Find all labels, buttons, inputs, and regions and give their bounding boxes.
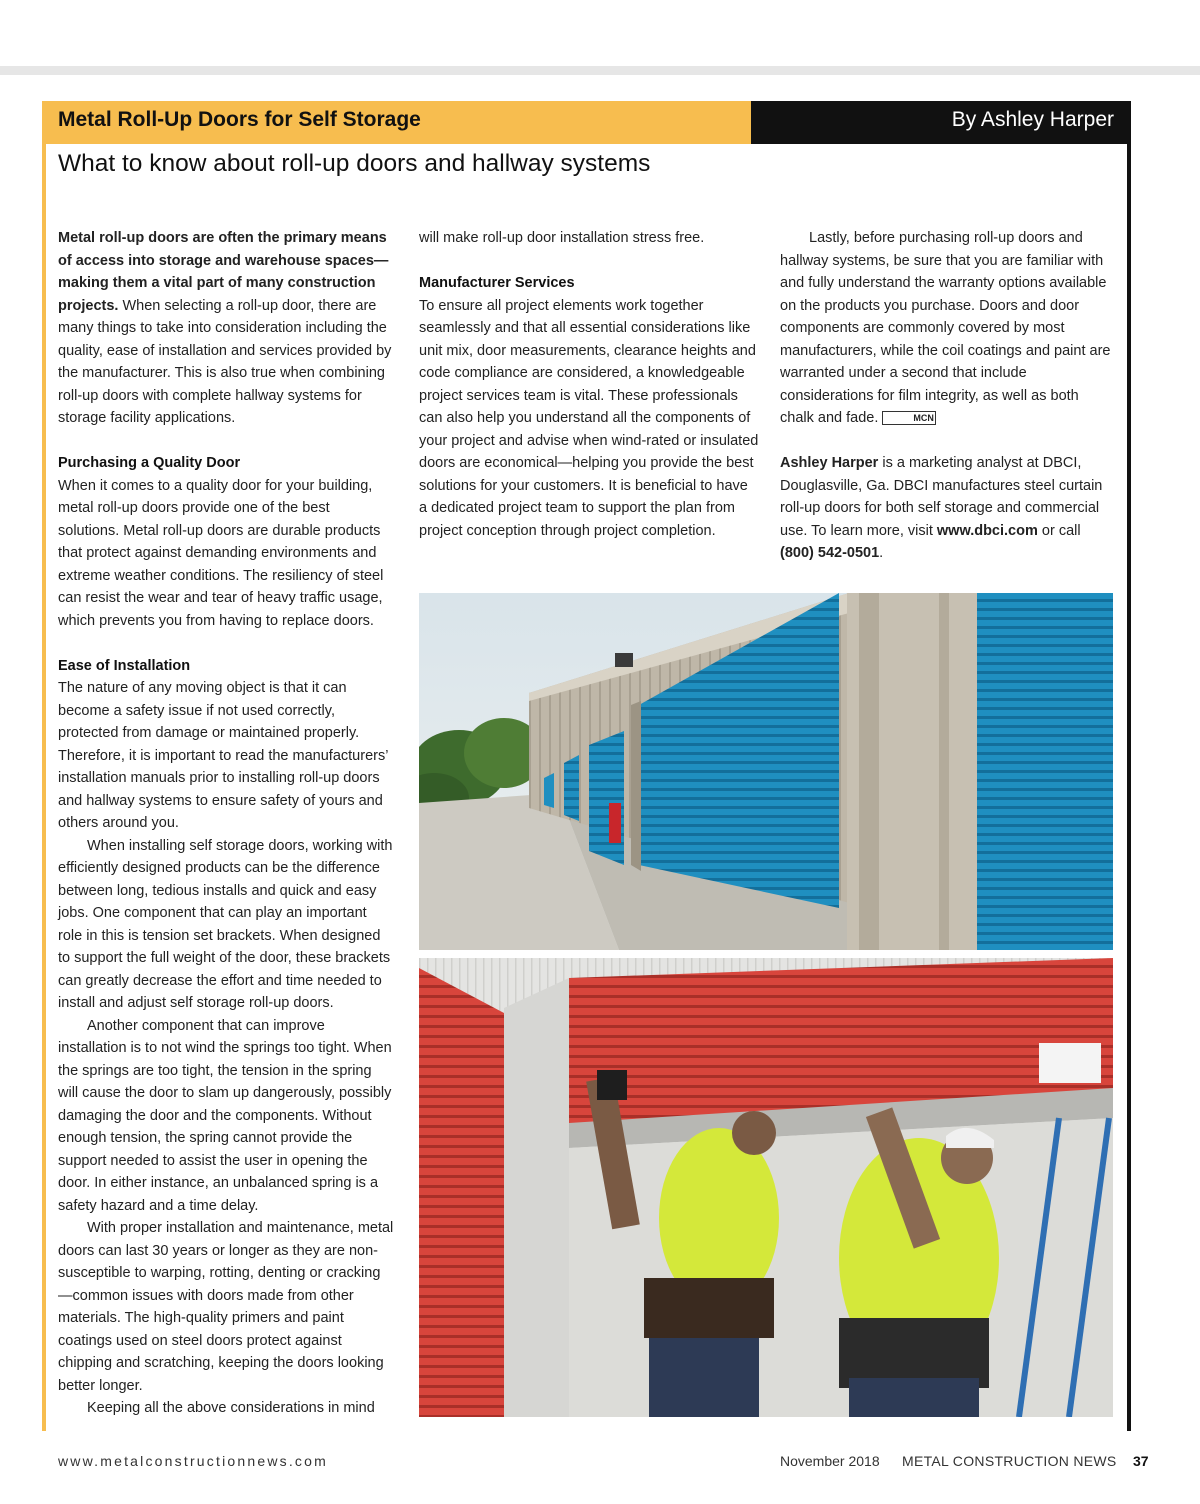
bio-phone: (800) 542-0501 — [780, 545, 880, 561]
warranty-text: Lastly, before purchasing roll-up doors and hallway systems, be sure that you are familiar with and fully understand the warranty options available on the products you purchase. Doors and door components are commonly covered by most manufacturers, while the coil coatings and paint are warranted under a second that include considerations for film integrity, as well as both chalk and fade. — [780, 230, 1111, 426]
column-2 — [419, 227, 759, 542]
top-rule — [0, 66, 1200, 75]
lead-bold: Metal roll-up doors are often the primary means of access into storage and warehouse spaces—making them a vital part of many construction projects. — [58, 230, 389, 314]
bio-url: www.dbci.com — [936, 522, 1038, 539]
bio-text: is a marketing analyst at DBCI, Douglasville, Ga. DBCI manufactures steel curtain roll-up doors for both self storage and commercial use. To learn more, visit — [780, 455, 1103, 539]
paragraph-installation-4: With proper installation and maintenance, metal doors can last 30 years or longer as they are non-susceptible to warping, rotting, denting or cracking—common issues with doors made from other materials. The high-quality primers and paint coatings used on steel doors protect against chipping and scratching, keeping the doors looking better longer. — [58, 1220, 394, 1394]
lead-rest: When selecting a roll-up door, there are many things to take into consideration including the quality, ease of installation and services provided by the manufacturer. This is also true when combining roll-up doors with complete hallway systems for storage facility applications. — [58, 297, 392, 426]
heading-installation: Ease of Installation — [58, 657, 191, 674]
paragraph-services: To ensure all project elements work together seamlessly and that all essential considerations like unit mix, door measurements, clearance heights and code compliance are considered, a knowledgeable project services team is vital. These professionals can also help you understand all the components of your project and advise when wind-rated or insulated doors are economical—helping you provide the best solutions for your customers. It is beneficial to have a dedicated project team to support the plan from project conception through project completion. — [419, 297, 759, 539]
heading-quality: Purchasing a Quality Door — [58, 455, 241, 471]
article-subtitle: What to know about roll-up doors and hallway systems — [58, 150, 651, 177]
paragraph-installation-1: The nature of any moving object is that it can become a safety issue if not used correctly, protected from damage or maintained properly. Therefore, it is important to read the manufacturers’ installation manuals prior to installing roll-up doors and hallway systems to ensure safety of yours and others around you. — [58, 680, 388, 831]
blue-doors-illustration — [419, 593, 1113, 950]
photo-red-doors-installers — [419, 958, 1113, 1417]
paragraph-installation-2: When installing self storage doors, working with efficiently designed products can be the difference between long, tedious installs and quick and easy jobs. One component that can play an important role in this is tension set brackets. When designed to support the full weight of the door, these brackets can greatly decrease the effort and time needed to install and adjust self storage roll-up doors. — [58, 837, 393, 1011]
heading-services: Manufacturer Services — [419, 275, 575, 291]
paragraph-warranty — [780, 227, 1116, 430]
footer-magazine: METAL CONSTRUCTION NEWS — [902, 1453, 1117, 1469]
end-mark-icon: MCN — [882, 411, 936, 425]
bio-name: Ashley Harper — [780, 455, 879, 471]
bio-or: or call — [1037, 522, 1081, 539]
photo-blue-doors — [419, 593, 1113, 950]
lead-paragraph — [58, 227, 394, 430]
paragraph-continued: will make roll-up door installation stress free. — [419, 230, 705, 246]
footer-url: www.metalconstructionnews.com — [58, 1453, 328, 1469]
paragraph-quality: When it comes to a quality door for your building, metal roll-up doors provide one of the best solutions. Metal roll-up doors are durable products that protect against demanding environments and extreme weather conditions. The resiliency of steel can resist the wear and tear of heavy traffic usage, which prevents you from having to replace doors. — [58, 477, 384, 629]
article-byline: By Ashley Harper — [951, 108, 1114, 131]
column-3 — [780, 227, 1116, 565]
bio-end: . — [879, 545, 884, 561]
paragraph-installation-3: Another component that can improve installation is to not wind the springs too tight. When the springs are too tight, the tension in the spring will cause the door to slam up dangerously, possibly damaging the door and the components. Without enough tension, the spring cannot provide the support needed to assist the user in opening the door. In either instance, an unbalanced spring is a safety hazard and a time delay. — [58, 1017, 392, 1214]
author-bio — [780, 452, 1116, 565]
paragraph-installation-5: Keeping all the above considerations in mind — [87, 1400, 375, 1416]
article-kicker: Metal Roll-Up Doors for Self Storage — [58, 108, 421, 131]
red-doors-illustration — [419, 958, 1113, 1417]
column-1 — [58, 227, 394, 1420]
page-number: 37 — [1133, 1453, 1149, 1469]
footer-date: November 2018 — [780, 1453, 880, 1469]
